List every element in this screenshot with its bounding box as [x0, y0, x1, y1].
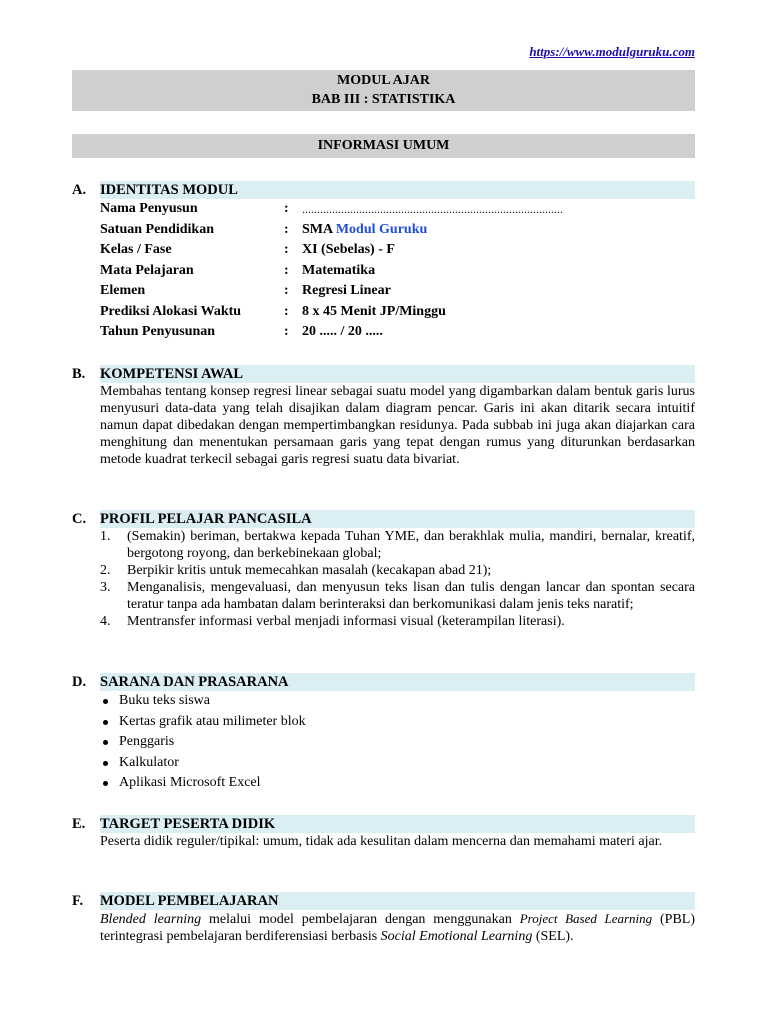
list-item — [100, 562, 695, 579]
identity-value: Regresi Linear — [302, 283, 391, 298]
section-letter: F. — [72, 893, 84, 909]
general-info-bar — [72, 134, 695, 158]
list-item — [100, 773, 695, 794]
module-title-bar — [72, 70, 695, 111]
section-heading — [72, 510, 695, 528]
identity-colon: : — [284, 201, 289, 216]
list-text: Kalkulator — [119, 754, 179, 770]
section-heading — [72, 673, 695, 691]
section-title: IDENTITAS MODUL — [100, 182, 238, 198]
list-item — [100, 528, 695, 562]
section-heading — [72, 365, 695, 383]
identity-colon: : — [284, 303, 289, 319]
section-paragraph: Peserta didik reguler/tipikal: umum, tidak ada kesulitan dalam mencerna dan memahami materi ajar. — [100, 834, 663, 849]
section-heading — [72, 181, 695, 199]
section-heading — [72, 815, 695, 833]
list-item — [100, 613, 695, 630]
identity-label: Satuan Pendidikan — [100, 221, 214, 237]
identity-colon: : — [284, 324, 289, 339]
list-text: Berpikir kritis untuk memecahkan masalah (kecakapan abad 21); — [127, 563, 492, 578]
list-text: Menganalisis, mengevaluasi, dan menyusun teks lisan dan tulis dengan lancar dan spontan secara teratur tanpa ada hambatan dalam berinteraksi dan berkomunikasi dalam jenis teks naratif; — [127, 580, 695, 612]
paragraph-text: (PBL) terintegrasi pembelajaran berdiferensiasi berbasis — [100, 912, 699, 944]
bullet-icon — [103, 699, 108, 704]
identity-colon: : — [284, 262, 289, 278]
section-letter: C. — [72, 511, 87, 527]
module-title: MODUL AJAR — [337, 73, 430, 88]
identity-label: Prediksi Alokasi Waktu — [100, 303, 242, 319]
list-item — [100, 691, 695, 712]
list-item — [100, 753, 695, 774]
bullet-icon — [103, 781, 108, 786]
list-number: 2. — [100, 563, 111, 578]
identity-value: ....................................................................................... — [302, 202, 563, 216]
website-link[interactable]: https://www.modulguruku.com — [529, 44, 695, 59]
bullet-icon — [103, 720, 108, 725]
identity-label: Nama Penyusun — [100, 201, 198, 216]
section-identity — [72, 181, 695, 343]
section-facilities — [72, 673, 695, 794]
section-title: PROFIL PELAJAR PANCASILA — [100, 511, 312, 527]
school-prefix: SMA — [302, 221, 336, 237]
list-item — [100, 712, 695, 733]
section-letter: A. — [72, 182, 87, 198]
section-initial-competence — [72, 365, 695, 468]
identity-row — [100, 240, 695, 261]
identity-value: Matematika — [302, 262, 376, 278]
list-item — [100, 579, 695, 613]
identity-value: 20 ..... / 20 ..... — [302, 324, 383, 339]
section-letter: D. — [72, 674, 87, 690]
bullet-icon — [103, 740, 108, 745]
paragraph-text: melalui model pembelajaran dengan menggunakan — [201, 912, 520, 927]
italic-term: Social Emotional Learning — [380, 929, 533, 944]
section-pancasila-profile — [72, 510, 695, 630]
identity-label: Elemen — [100, 283, 146, 298]
section-heading — [72, 892, 695, 910]
list-text: Mentransfer informasi verbal menjadi informasi visual (keterampilan literasi). — [127, 614, 565, 629]
identity-table — [100, 199, 695, 343]
identity-row — [100, 220, 695, 241]
italic-term: Project Based Learning — [519, 911, 653, 926]
section-title: SARANA DAN PRASARANA — [100, 674, 289, 690]
list-text: Penggaris — [119, 734, 175, 749]
section-letter: E. — [72, 816, 86, 832]
identity-colon: : — [284, 283, 289, 298]
list-text: (Semakin) beriman, bertakwa kepada Tuhan YME, dan berakhlak mulia, mandiri, bernalar, kreatif, bergotong royong, dan berkebinekaan global; — [127, 529, 695, 561]
section-paragraph — [100, 910, 699, 945]
identity-label: Kelas / Fase — [100, 242, 172, 257]
chapter-title: BAB III : STATISTIKA — [311, 92, 456, 107]
identity-row — [100, 302, 695, 323]
section-letter: B. — [72, 366, 86, 382]
identity-label: Tahun Penyusunan — [100, 324, 216, 339]
list-number: 3. — [100, 580, 111, 595]
identity-colon: : — [284, 221, 289, 237]
identity-value: XI (Sebelas) - F — [302, 242, 395, 257]
section-paragraph: Membahas tentang konsep regresi linear sebagai suatu model yang digambarkan dalam bentuk garis lurus menyusuri data-data yang telah disajikan dalam diagram pencar. Garis ini akan ditarik secara intuitif namun dapat dibedakan dengan mempertimbangkan residunya. Pada subbab ini juga akan diajarkan cara menghitung dan menentukan persamaan garis yang tepat dengan rumus yang diturunkan berdasarkan metode kuadrat terkecil sebagai garis regresi suatu data bivariat. — [100, 384, 695, 467]
list-number: 4. — [100, 614, 111, 629]
profile-list — [100, 528, 695, 630]
school-name: Modul Guruku — [335, 221, 428, 237]
identity-colon: : — [284, 242, 289, 257]
identity-value — [302, 220, 427, 241]
facilities-list — [100, 691, 695, 794]
paragraph-text: (SEL). — [532, 929, 574, 944]
identity-label: Mata Pelajaran — [100, 262, 194, 278]
identity-row — [100, 322, 695, 343]
section-title: TARGET PESERTA DIDIK — [100, 816, 276, 832]
list-text: Buku teks siswa — [119, 693, 210, 708]
identity-row — [100, 261, 695, 282]
list-text: Kertas grafik atau milimeter blok — [119, 713, 306, 729]
identity-row — [100, 281, 695, 302]
list-number: 1. — [100, 529, 111, 544]
general-info-title: INFORMASI UMUM — [317, 138, 450, 153]
identity-row — [100, 199, 695, 220]
section-learning-model — [72, 892, 699, 945]
list-text: Aplikasi Microsoft Excel — [119, 775, 261, 790]
identity-value: 8 x 45 Menit JP/Minggu — [302, 303, 446, 319]
section-target-students — [72, 815, 695, 850]
italic-term: Blended learning — [100, 912, 202, 927]
section-title: MODEL PEMBELAJARAN — [100, 893, 279, 909]
section-title: KOMPETENSI AWAL — [100, 366, 244, 382]
list-item — [100, 732, 695, 753]
bullet-icon — [103, 761, 108, 766]
